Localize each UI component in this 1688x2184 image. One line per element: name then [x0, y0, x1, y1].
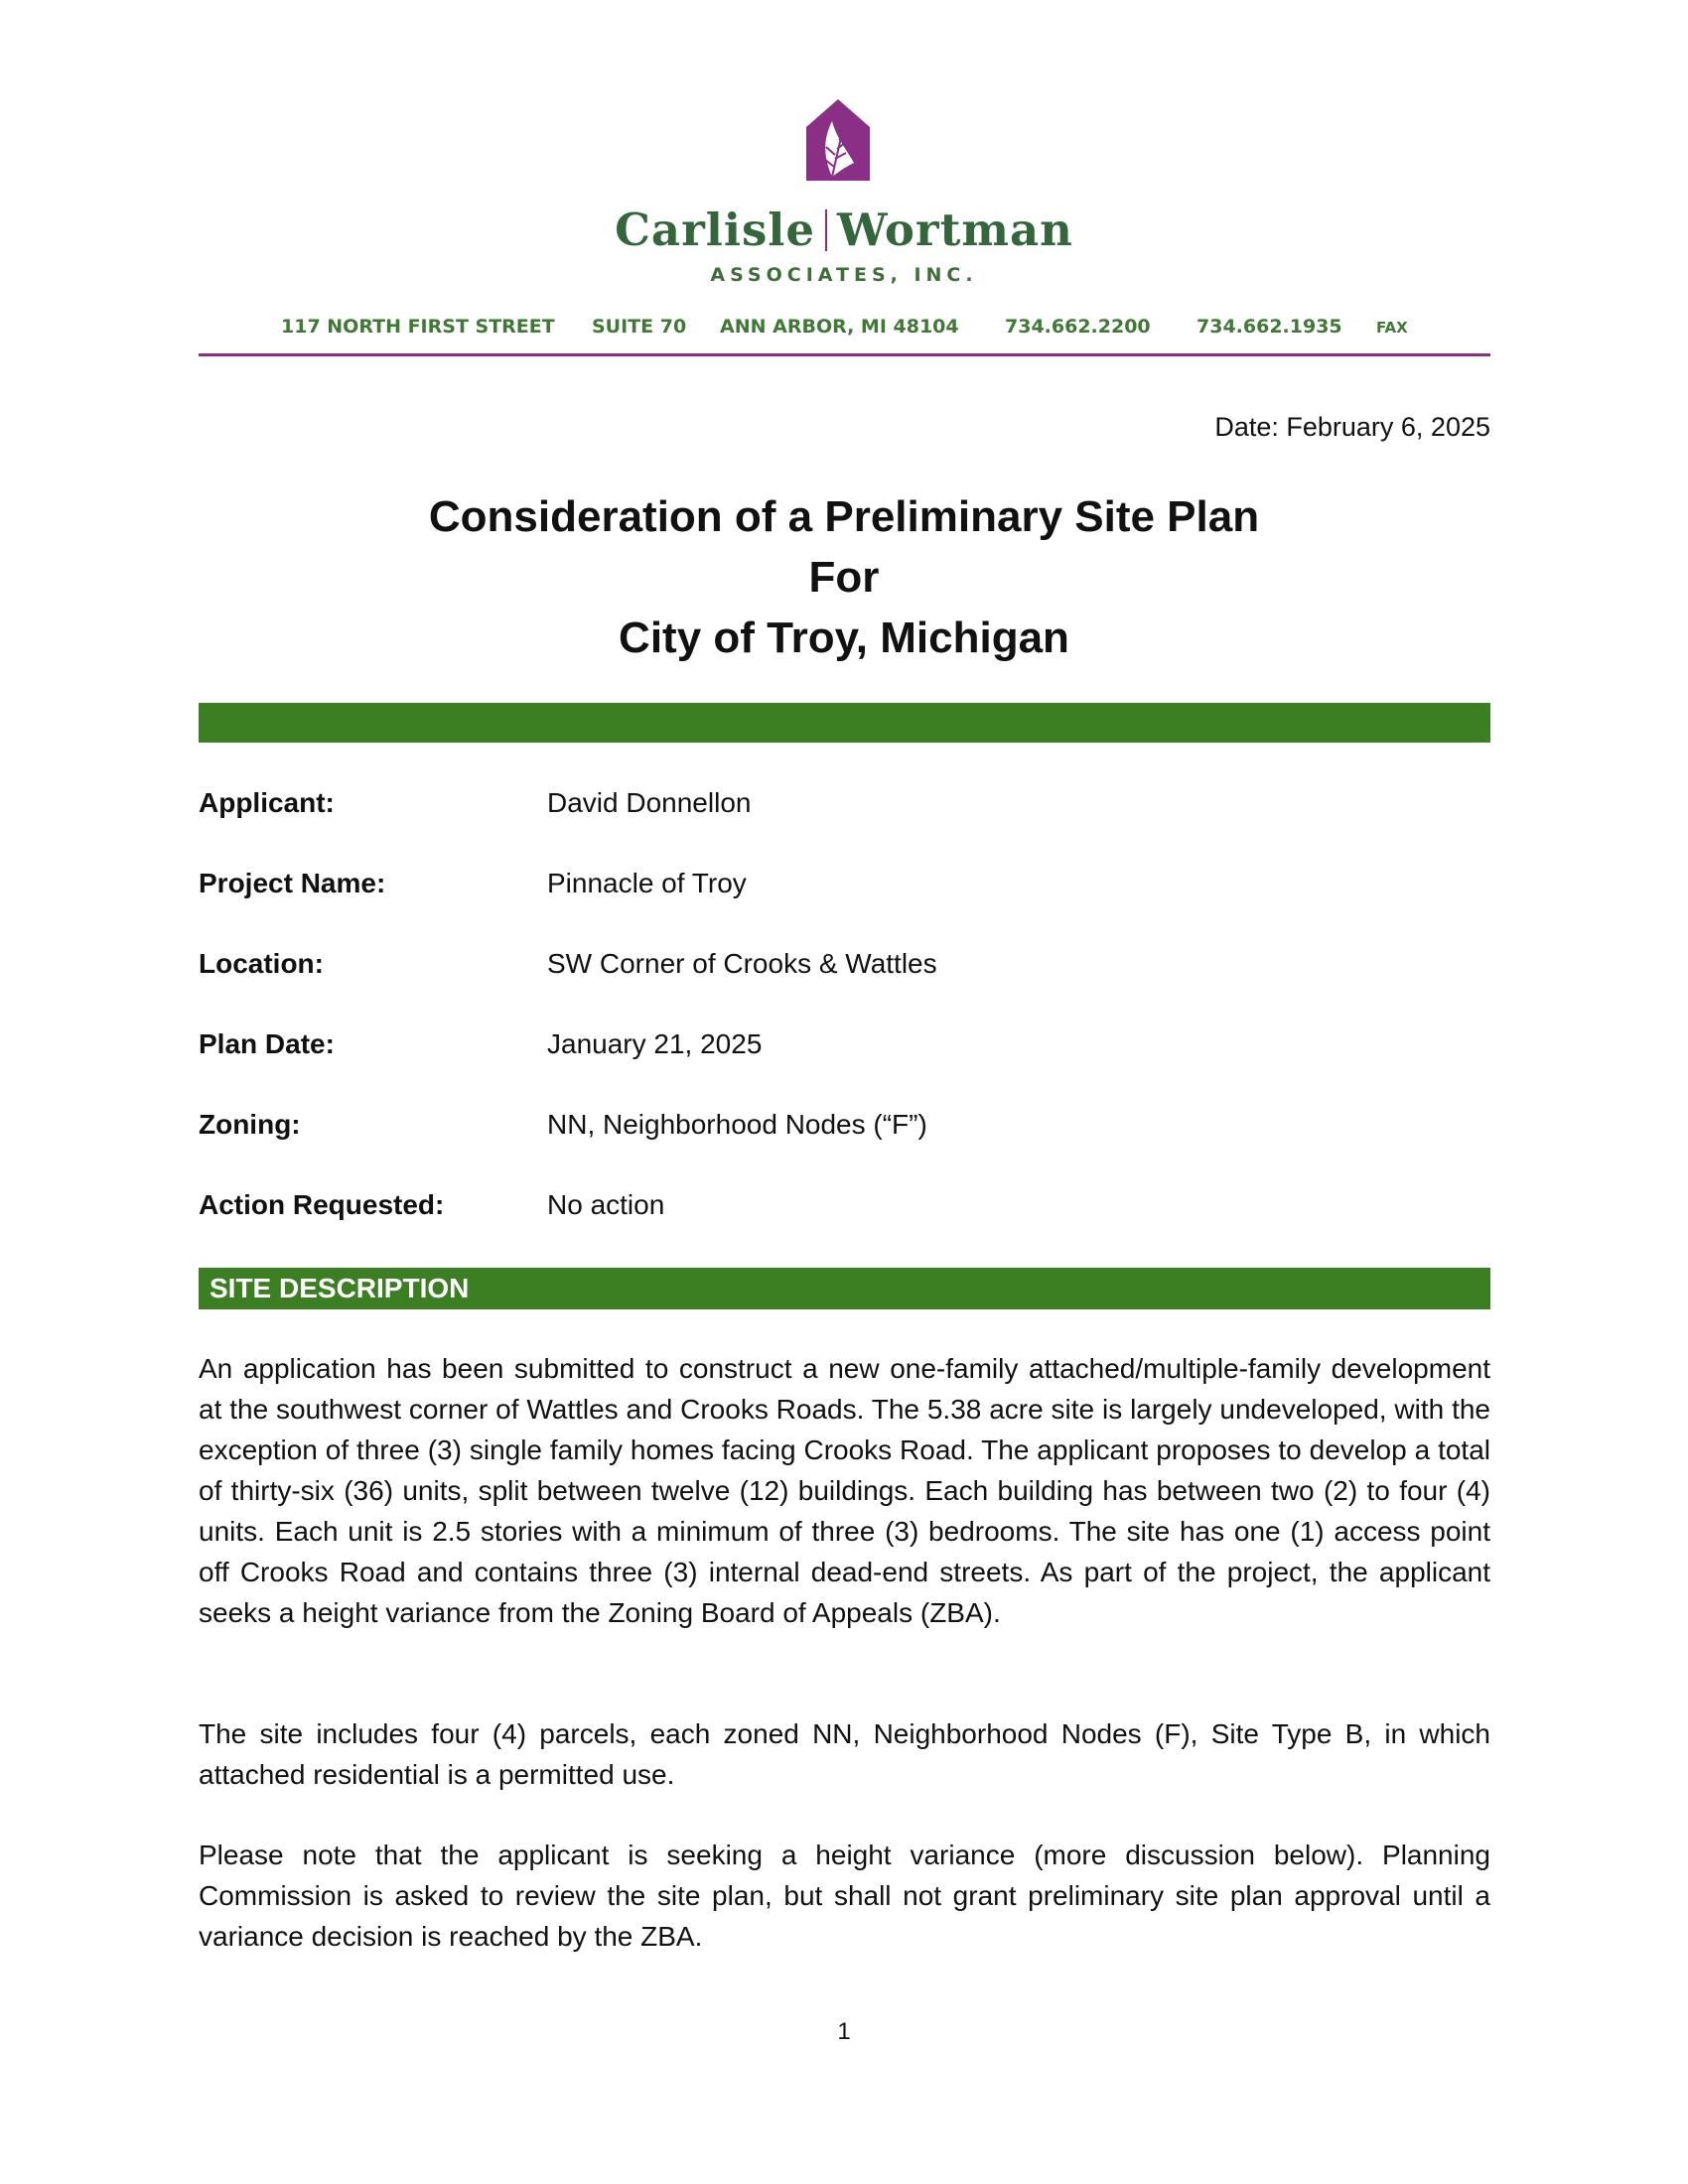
- firm-name-left: Carlisle: [615, 204, 816, 256]
- info-value: David Donnellon: [547, 787, 752, 818]
- page-number: 1: [837, 2018, 851, 2045]
- firm-name: [0, 204, 1688, 256]
- firm-subtitle: ASSOCIATES, INC.: [710, 264, 978, 286]
- address-fax-number: 734.662.1935: [1196, 316, 1342, 338]
- house-leaf-logo-icon: [802, 97, 874, 183]
- address-phone: 734.662.2200: [1005, 316, 1151, 338]
- info-label: Zoning:: [199, 1109, 301, 1140]
- info-label: Plan Date:: [199, 1028, 335, 1059]
- info-label: Applicant:: [199, 787, 335, 818]
- info-label: Action Requested:: [199, 1189, 445, 1220]
- title-line-3: City of Troy, Michigan: [619, 614, 1069, 662]
- info-label: Project Name:: [199, 868, 386, 898]
- firm-name-right: Wortman: [837, 204, 1073, 256]
- info-value: SW Corner of Crooks & Wattles: [547, 948, 937, 979]
- document-title: [0, 486, 1688, 668]
- info-value: No action: [547, 1189, 665, 1220]
- title-line-1: Consideration of a Preliminary Site Plan: [428, 492, 1260, 541]
- firm-name-divider: [825, 209, 827, 251]
- info-label: Location:: [199, 948, 324, 979]
- address-city: ANN ARBOR, MI 48104: [720, 316, 959, 338]
- paragraph-3: Please note that the applicant is seeking a height variance (more discussion below). Planning Commission is asked to review the site plan, but shall not grant preliminary site plan approval until a variance decision is reached by the ZBA.: [199, 1840, 1490, 1952]
- document-date: Date: February 6, 2025: [1214, 412, 1490, 442]
- address-street: 117 NORTH FIRST STREET: [281, 316, 555, 338]
- info-value: January 21, 2025: [547, 1028, 763, 1059]
- address-suite: SUITE 70: [592, 316, 687, 338]
- section-heading: SITE DESCRIPTION: [199, 1268, 1490, 1309]
- letterhead-rule: [199, 353, 1490, 356]
- title-line-2: For: [808, 553, 880, 602]
- title-divider-bar: [199, 703, 1490, 743]
- info-value: Pinnacle of Troy: [547, 868, 747, 898]
- address-fax-label: FAX: [1376, 319, 1408, 337]
- paragraph-1: An application has been submitted to construct a new one-family attached/multiple-family development at the southwest corner of Wattles and Crooks Roads. The 5.38 acre site is largely undeveloped, with the exception of three (3) single family homes facing Crooks Road. The applicant proposes to develop a total of thirty-six (36) units, split between twelve (12) buildings. Each building has between two (2) to four (4) units. Each unit is 2.5 stories with a minimum of three (3) bedrooms. The site has one (1) access point off Crooks Road and contains three (3) internal dead-end streets. As part of the project, the applicant seeks a height variance from the Zoning Board of Appeals (ZBA).: [199, 1353, 1490, 1628]
- paragraph-2: The site includes four (4) parcels, each zoned NN, Neighborhood Nodes (F), Site Type B, in which attached residential is a permitted use.: [199, 1718, 1490, 1790]
- info-value: NN, Neighborhood Nodes (“F”): [547, 1109, 927, 1140]
